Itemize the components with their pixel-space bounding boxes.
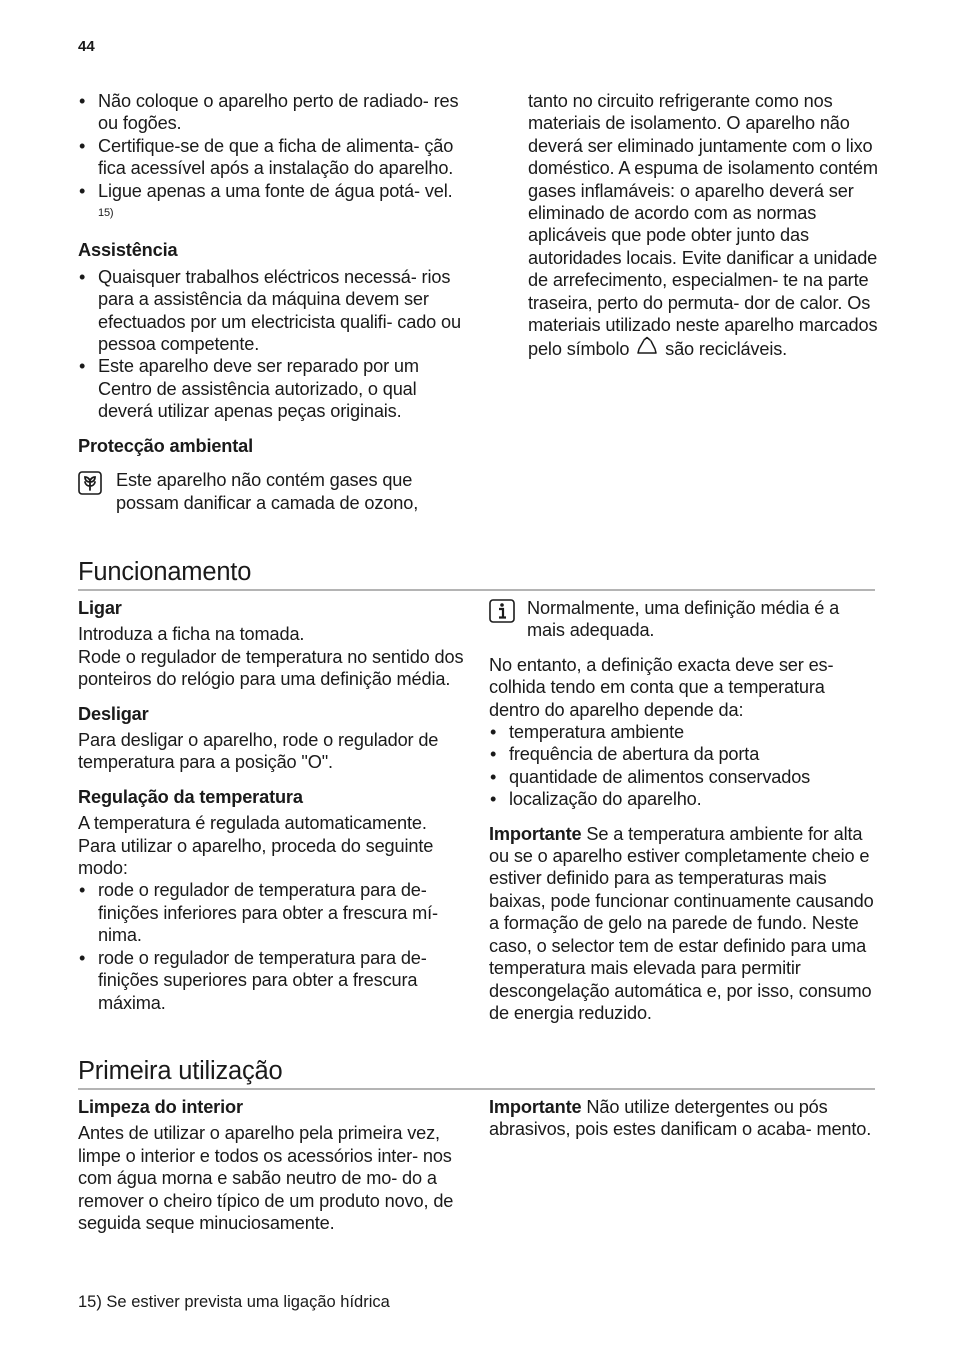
regulacao-text-2: Para utilizar o aparelho, proceda do seguinte modo: <box>78 835 434 879</box>
list-item: • Não coloque o aparelho perto de radiado- res ou fogões. <box>78 90 466 135</box>
limpeza-text: Antes de utilizar o aparelho pela primeira vez, limpe o interior e todos os acessórios inter- nos com água morna e sabão neutro de mo- do a remover o cheiro típico de um produto novo, de seguida seque minuciosamente. <box>78 1123 454 1234</box>
importante-label: Importante <box>489 1097 582 1117</box>
proteccao-text: Este aparelho não contém gases que possam danificar a camada de ozono, <box>116 470 419 513</box>
info-icon <box>489 599 513 623</box>
section-divider <box>78 1088 875 1090</box>
list-item: • temperatura ambiente <box>489 721 879 743</box>
top-left-column <box>78 90 466 514</box>
primeira-left-column <box>78 1096 468 1234</box>
recycle-icon <box>636 336 658 358</box>
entanto-text: No entanto, a definição exacta deve ser es- colhida tendo em conta que a temperatura dentro do aparelho depende da: <box>489 654 834 720</box>
primeira-section-header <box>78 1056 875 1090</box>
importante-label: Importante <box>489 823 582 844</box>
list-item: • localização do aparelho. <box>489 788 879 810</box>
footnote: 15) Se estiver prevista uma ligação hídrica <box>78 1293 390 1311</box>
footnote-ref: 15) <box>98 207 114 220</box>
assistencia-heading: Assistência <box>78 240 178 261</box>
desligar-text: Para desligar o aparelho, rode o regulador de temperatura para a posição "O". <box>78 730 439 773</box>
disposal-text-end: são recicláveis. <box>665 339 788 360</box>
list-item: • rode o regulador de temperatura para de- finições inferiores para obter a frescura mí- nima. <box>78 879 468 946</box>
section-divider <box>78 589 875 591</box>
regulacao-heading: Regulação da temperatura <box>78 786 303 807</box>
list-item: • Certifique-se de que a ficha de alimenta- ção fica acessível após a instalação do aparelho. <box>78 135 466 180</box>
safety-list <box>78 90 466 227</box>
desligar-heading: Desligar <box>78 703 149 724</box>
funcionamento-right-column <box>489 597 879 1024</box>
proteccao-heading: Protecção ambiental <box>78 435 254 456</box>
list-item-text: Ligue apenas a uma fonte de água potá- vel. <box>98 180 453 201</box>
importante-paragraph <box>489 823 879 1025</box>
list-item: • rode o regulador de temperatura para de- finições superiores para obter a frescura máxima. <box>78 947 468 1014</box>
info-note <box>489 597 879 642</box>
ozone-protection-icon <box>78 471 102 495</box>
list-item <box>78 180 466 228</box>
list-item: • Este aparelho deve ser reparado por um Centro de assistência autorizado, o qual deverá utilizar apenas peças originais. <box>78 355 466 422</box>
proteccao-note <box>78 469 466 514</box>
list-item: • Quaisquer trabalhos eléctricos necessá- rios para a assistência da máquina devem ser efectuados por um electricista qualifi- cado ou pessoa competente. <box>78 266 466 356</box>
limpeza-heading: Limpeza do interior <box>78 1097 243 1117</box>
ligar-text-2: Rode o regulador de temperatura no sentido dos ponteiros do relógio para uma definição média. <box>78 646 464 690</box>
primeira-right-column <box>489 1096 879 1141</box>
funcionamento-left-column <box>78 597 468 1014</box>
section-title: Funcionamento <box>78 558 252 586</box>
importante-text: Não utilize detergentes ou pós abrasivos, pois estes danificam o acaba- mento. <box>489 1097 872 1140</box>
top-right-column <box>528 90 878 361</box>
importante-paragraph <box>489 1096 879 1141</box>
list-item: • quantidade de alimentos conservados <box>489 766 879 788</box>
depende-list <box>489 721 879 811</box>
disposal-text: tanto no circuito refrigerante como nos materiais de isolamento. O aparelho não deverá ser eliminado juntamente com o lixo doméstico. A espuma de isolamento contém gases inflamáveis: o aparelho deverá ser eliminado de acordo com as normas aplicáveis que pode obter junto das autoridades locais. Evite danificar a unidade de arrefecimento, especialmen- te na parte traseira, perto do permuta- dor de calor. Os materiais utilizado neste aparelho marcados pelo símbolo <box>528 91 878 360</box>
section-title: Primeira utilização <box>78 1057 283 1085</box>
funcionamento-section-header <box>78 557 875 591</box>
ligar-text-1: Introduza a ficha na tomada. <box>78 624 305 645</box>
regulacao-text-1: A temperatura é regulada automaticamente. <box>78 813 427 834</box>
page-number: 44 <box>78 38 95 55</box>
importante-text: Se a temperatura ambiente for alta ou se o aparelho estiver completamente cheio e estiver definido para as temperaturas mais baixas, pode funcionar continuamente causando a formação de gelo na parede de fundo. Neste caso, o selector tem de estar definido para uma temperatura mais elevada para permitir descongelação automática e, por isso, consumo de energia reduzido. <box>489 823 874 1023</box>
ligar-heading: Ligar <box>78 598 122 618</box>
disposal-paragraph <box>528 90 878 361</box>
list-item: • frequência de abertura da porta <box>489 743 879 765</box>
regulacao-list <box>78 879 468 1013</box>
info-text: Normalmente, uma definição média é a mais adequada. <box>527 598 840 641</box>
assistencia-list <box>78 266 466 423</box>
